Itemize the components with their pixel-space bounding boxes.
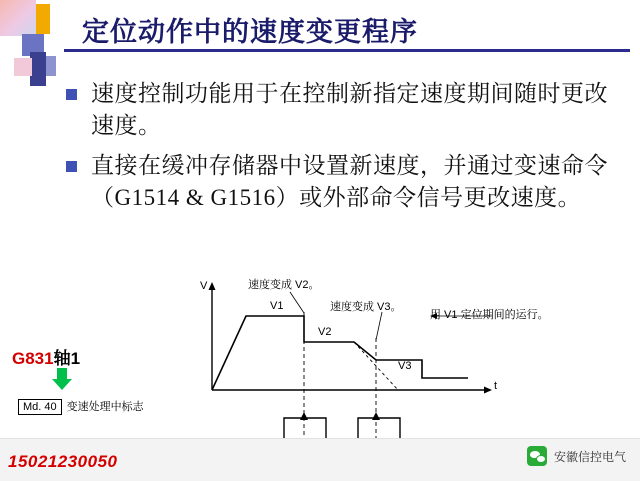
deco-block-lavender [46, 56, 56, 76]
deco-block-darkblue [30, 52, 46, 86]
v2-label: V2 [318, 326, 332, 338]
bullet-list [66, 78, 626, 222]
decorative-corner-blocks [0, 0, 70, 95]
deco-block-gradient [0, 0, 36, 36]
md40-box-label: Md. 40 [18, 399, 62, 415]
g831-axis: 轴1 [53, 349, 81, 368]
speed-change-diagram [186, 268, 632, 450]
page-title: 定位动作中的速度变更程序 [82, 17, 418, 47]
bullet-text: 速度控制功能用于在控制新指定速度期间随时更改速度。 [91, 81, 608, 138]
change-to-v2-label: 速度变成 V2。 [248, 279, 320, 291]
bullet-square-icon [66, 89, 77, 100]
md40-annotation [18, 398, 144, 414]
change-to-v3-label: 速度变成 V3。 [330, 301, 402, 313]
x-axis-label: t [494, 380, 498, 392]
g831-code: G831 [12, 349, 54, 368]
v3-label: V3 [398, 360, 412, 372]
wechat-account-name: 安徽信控电气 [553, 449, 626, 464]
contact-phone: 15021230050 [8, 452, 118, 471]
wechat-icon [527, 446, 547, 466]
v1-label: V1 [270, 300, 284, 312]
y-axis-label: V [200, 280, 208, 292]
g831-annotation [12, 344, 80, 369]
bullet-square-icon [66, 161, 77, 172]
title-divider [64, 49, 630, 52]
list-item [66, 78, 626, 142]
list-item [66, 150, 626, 214]
md40-text: 变速处理中标志 [66, 401, 144, 413]
bullet-text: 直接在缓冲存储器中设置新速度，并通过变速命令（G1514 & G1516）或外部命令信号更改速度。 [91, 153, 608, 210]
run-note-label: 用 V1 定位期间的运行。 [430, 309, 549, 321]
diagram-svg [186, 268, 632, 450]
wechat-account [527, 446, 626, 466]
deco-block-orange [36, 4, 50, 34]
deco-block-pink [14, 58, 32, 76]
